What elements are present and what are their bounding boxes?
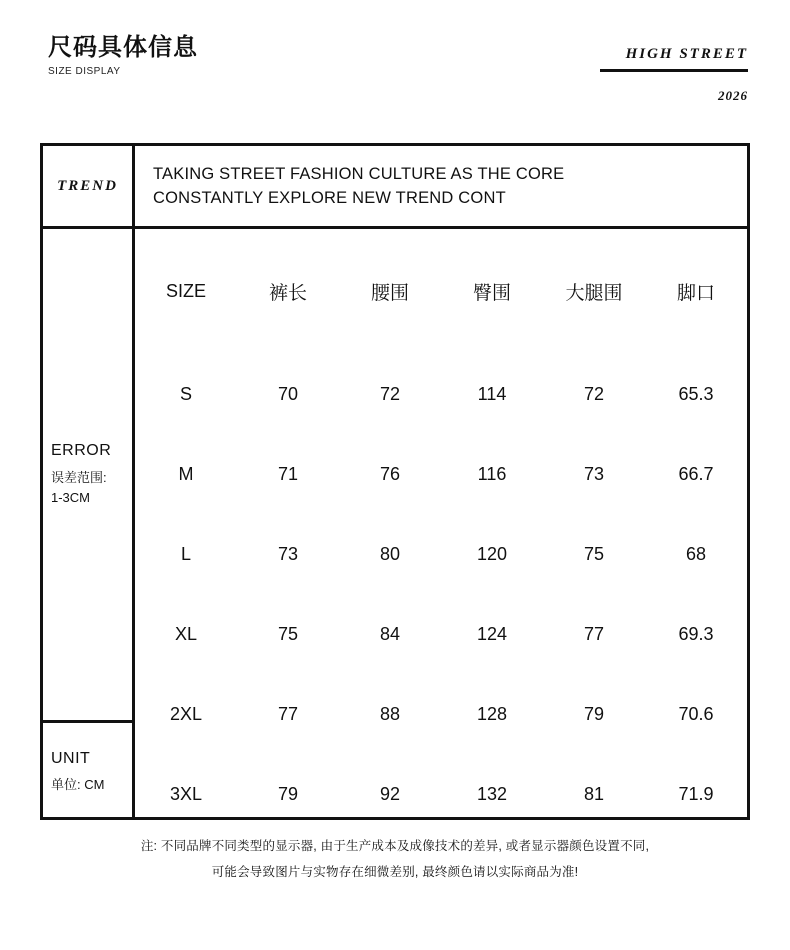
- brand-divider: [600, 69, 748, 72]
- page-subtitle: SIZE DISPLAY: [48, 66, 121, 77]
- table-cell: 120: [476, 543, 508, 564]
- table-cell: 76: [379, 463, 401, 484]
- table-row: [135, 594, 747, 674]
- table-cell: 71.9: [678, 783, 714, 804]
- error-cell: [43, 229, 132, 723]
- table-cell: L: [180, 543, 191, 564]
- table-header-cell: 裤长: [268, 283, 307, 304]
- header-title-group: [48, 34, 198, 77]
- table-header-cell: SIZE: [165, 281, 206, 301]
- table-row: [135, 434, 747, 514]
- table-cell: 81: [583, 783, 605, 804]
- table-cell: 124: [476, 623, 508, 644]
- table-cell: 92: [379, 783, 401, 804]
- table-cell: 72: [379, 383, 401, 404]
- table-cell: 77: [277, 703, 299, 724]
- table-cell: 114: [477, 383, 507, 404]
- brand-name: HIGH STREET: [625, 46, 748, 62]
- footer-line-1: 注: 不同品牌不同类型的显示器, 由于生产成本及成像技术的差异, 或者显示器颜色设置不同,: [140, 839, 650, 853]
- trend-row: [43, 146, 747, 229]
- table-cell: 72: [583, 383, 605, 404]
- table-cell: 75: [277, 623, 299, 644]
- trend-line-1: TAKING STREET FASHION CULTURE AS THE CORE: [153, 165, 565, 183]
- trend-text-cell: [135, 146, 747, 226]
- trend-label-cell: [43, 146, 135, 226]
- table-cell: 68: [685, 543, 707, 564]
- table-cell: 70: [277, 383, 299, 404]
- error-line-1: 误差范围:: [51, 469, 107, 485]
- table-header-cell: 臀围: [472, 283, 511, 304]
- table-row: [135, 674, 747, 754]
- trend-line-2: CONSTANTLY EXPLORE NEW TREND CONT: [153, 189, 506, 207]
- trend-label: TREND: [57, 177, 118, 194]
- table-header-cell: 大腿围: [565, 283, 623, 304]
- table-cell: 73: [583, 463, 605, 484]
- table-cell: 116: [477, 463, 507, 484]
- brand-group: [600, 46, 748, 104]
- table-cell: S: [179, 383, 192, 404]
- unit-title: UNIT: [51, 750, 91, 767]
- size-chart-frame: [40, 143, 750, 820]
- table-cell: 77: [583, 623, 605, 644]
- footer-line-2: 可能会导致图片与实物存在细微差别, 最终颜色请以实际商品为准!: [211, 865, 579, 879]
- table-cell: 65.3: [678, 383, 714, 404]
- table-row: [135, 354, 747, 434]
- table-cell: 75: [583, 543, 605, 564]
- table-cell: 132: [476, 783, 508, 804]
- table-cell: 70.6: [678, 703, 714, 724]
- table-header-cell: 脚口: [676, 283, 715, 304]
- brand-year: 2026: [718, 88, 748, 103]
- table-cell: 71: [277, 463, 299, 484]
- table-cell: XL: [174, 623, 198, 644]
- table-cell: 88: [379, 703, 401, 724]
- table-header-cell: 腰围: [370, 283, 409, 304]
- table-cell: 79: [583, 703, 605, 724]
- unit-line-1: 单位: CM: [51, 777, 105, 792]
- page-header: [0, 34, 790, 114]
- table-header-row: [135, 229, 747, 354]
- table-cell: 69.3: [678, 623, 714, 644]
- error-line-2: 1-3CM: [51, 489, 91, 505]
- table-cell: 80: [379, 543, 401, 564]
- unit-cell: [43, 726, 140, 817]
- table-cell: 66.7: [678, 463, 714, 484]
- table-cell: 73: [277, 543, 299, 564]
- table-cell: 84: [379, 623, 401, 644]
- left-info-column: [43, 229, 135, 817]
- table-cell: 128: [476, 703, 508, 724]
- size-table-area: [135, 229, 747, 817]
- table-cell: 3XL: [169, 783, 203, 804]
- table-cell: M: [178, 463, 194, 484]
- footer-note: [0, 833, 790, 885]
- size-table: [135, 229, 747, 834]
- table-row: [135, 754, 747, 834]
- table-cell: 79: [277, 783, 299, 804]
- table-cell: 2XL: [169, 703, 203, 724]
- page-title: 尺码具体信息: [48, 35, 198, 61]
- error-title: ERROR: [51, 441, 112, 459]
- table-row: [135, 514, 747, 594]
